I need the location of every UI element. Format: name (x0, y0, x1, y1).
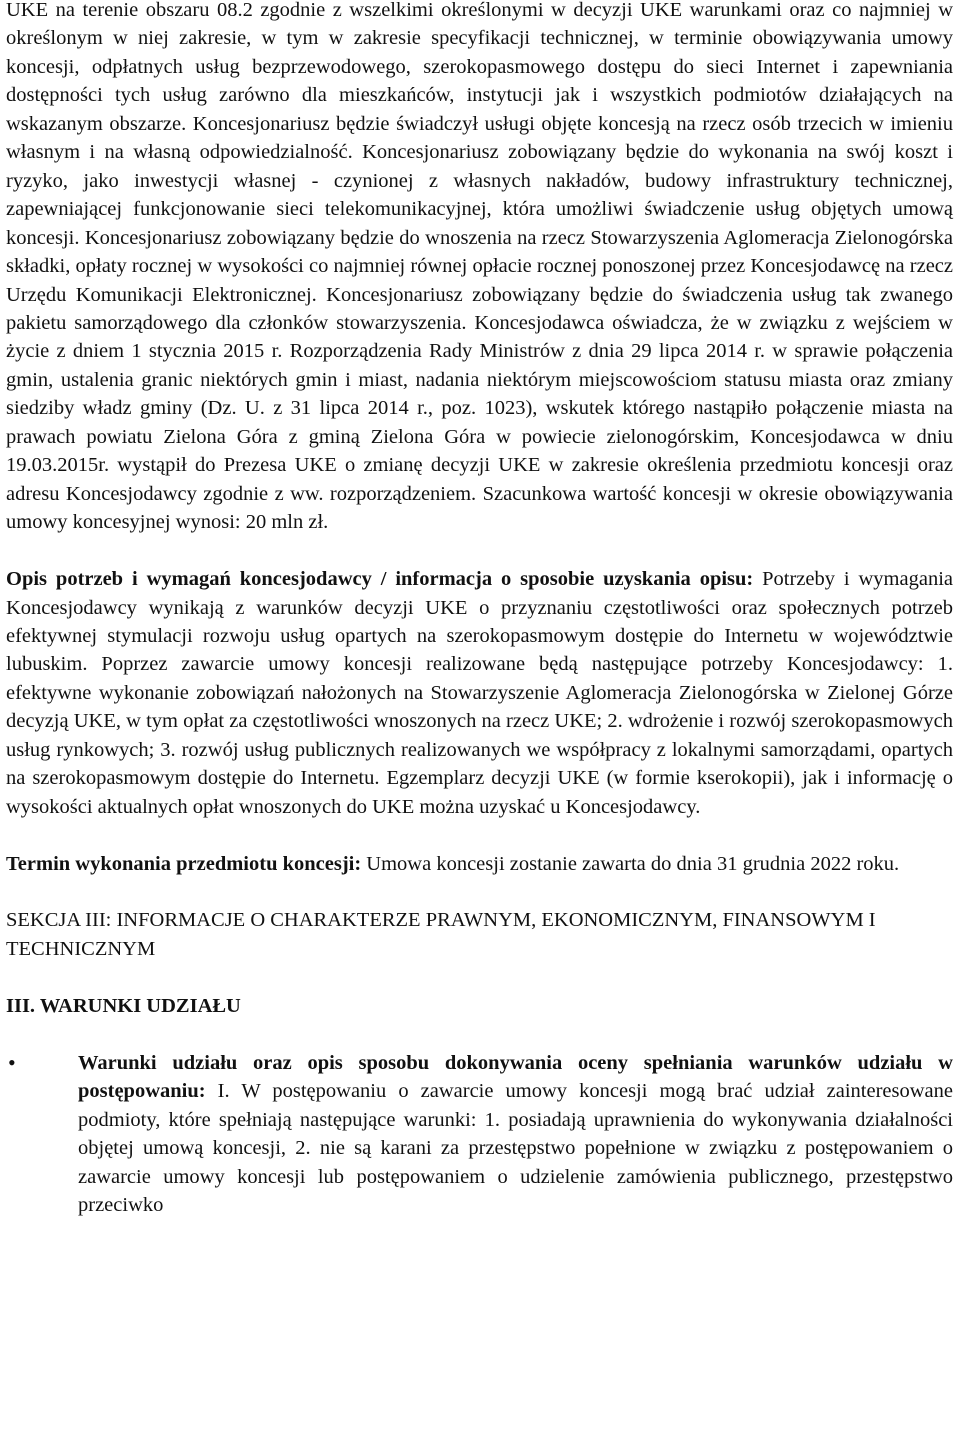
section-title: SEKCJA III: INFORMACJE O CHARAKTERZE PRAWNYM, EKONOMICZNYM, FINANSOWYM I TECHNICZNYM (6, 909, 876, 960)
spacer (6, 1020, 953, 1048)
spacer (6, 821, 953, 849)
conditions-text-block (78, 1049, 953, 1220)
needs-paragraph (6, 565, 953, 821)
section-subtitle: III. WARUNKI UDZIAŁU (6, 994, 241, 1017)
term-label: Termin wykonania przedmiotu koncesji: (6, 852, 362, 875)
concession-description-paragraph: UKE na terenie obszaru 08.2 zgodnie z wszelkimi określonymi w decyzji UKE warunkami oraz co najmniej w określonym w niej zakresie, w tym w zakresie specyfikacji technicznej, w terminie obowiązywania umowy koncesji, odpłatnych usług bezprzewodowego, szerokopasmowego dostępu do sieci Internet i zapewniania dostępności tych usług zarówno dla mieszkańców, instytucji jak i wszystkich podmiotów działających na wskazanym obszarze. Koncesjonariusz będzie świadczył usługi objęte koncesją na rzecz osób trzecich w imieniu własnym i na własną odpowiedzialność. Koncesjonariusz zobowiązany będzie do wykonania na swój koszt i ryzyko, jako inwestycji własnej - czynionej z własnych nakładów, budowy infrastruktury technicznej, zapewniającej funkcjonowanie sieci telekomunikacyjnej, która umożliwi świadczenie usług objętych umową koncesji. Koncesjonariusz zobowiązany będzie do wnoszenia na rzecz Stowarzyszenia Aglomeracja Zielonogórska składki, opłaty rocznej w wysokości co najmniej równej opłacie rocznej ponoszonej przez Koncesjodawcę na rzecz Urzędu Komunikacji Elektronicznej. Koncesjonariusz zobowiązany będzie do świadczenia usług tak zwanego pakietu samorządowego dla członków stowarzyszenia. Koncesjodawca oświadcza, że w związku z wejściem w życie z dniem 1 stycznia 2015 r. Rozporządzenia Rady Ministrów z dnia 29 lipca 2014 r. w sprawie połączenia gmin, ustalenia granic niektórych gmin i miast, nadania niektórym miejscowościom statusu miasta oraz zmiany siedziby władz gminy (Dz. U. z 31 lipca 2014 r., poz. 1023), wskutek którego nastąpiło połączenie miasta na prawach powiatu Zielona Góra z gminą Zielona Góra w powiecie zielonogórskim, Koncesjodawca w dniu 19.03.2015r. wystąpił do Prezesa UKE o zmianę decyzji UKE w zakresie określenia przedmiotu koncesji oraz adresu Koncesjodawcy zgodnie z ww. rozporządzeniem. Szacunkowa wartość koncesji w okresie obowiązywania umowy koncesyjnej wynosi: 20 mln zł. (6, 0, 953, 534)
conditions-text: I. W postępowaniu o zawarcie umowy koncesji mogą brać udział zainteresowane podmioty, które spełniają następujące warunki: 1. posiadają uprawnienia do wykonywania działalności objętej umową koncesji, 2. nie są karani za przestępstwo popełnione w związku z postępowaniem o zawarcie umowy koncesji lub postępowaniem o udzielenie zamówienia publicznego, przestępstwo przeciwko (78, 1080, 953, 1216)
needs-label: Opis potrzeb i wymagań koncesjodawcy / informacja o sposobie uzyskania opisu: (6, 568, 754, 591)
spacer (6, 537, 953, 565)
spacer (6, 878, 953, 906)
spacer (6, 963, 953, 991)
bullet-icon: • (8, 1049, 16, 1075)
term-text: Umowa koncesji zostanie zawarta do dnia 31 grudnia 2022 roku. (361, 852, 900, 875)
document-page (6, 0, 953, 1219)
conditions-bullet-item (6, 1049, 953, 1220)
needs-text: Potrzeby i wymagania Koncesjodawcy wynikają z warunków decyzji UKE o przyznaniu częstotliwości oraz społecznych potrzeb efektywnej stymulacji rozwoju usług opartych na szerokopasmowym dostępie do Internetu w województwie lubuskim. Poprzez zawarcie umowy koncesji realizowane będą następujące potrzeby Koncesjodawcy: 1. efektywne wykonanie zobowiązań nałożonych na Stowarzyszenie Aglomeracja Zielonogórska w Zielonej Górze decyzją UKE, w tym opłat za częstotliwości wnoszonych na rzecz UKE; 2. wdrożenie i rozwój szerokopasmowych usług rynkowych; 3. rozwój usług publicznych realizowanych we współpracy z lokalnymi samorządami, opartych na szerokopasmowym dostępie do Internetu. Egzemplarz decyzji UKE (w formie kserokopii), jak i informację o wysokości aktualnych opłat wnoszonych do UKE można uzyskać u Koncesjodawcy. (6, 568, 954, 818)
conditions-label: Warunki udziału oraz opis sposobu dokonywania oceny spełniania warunków udziału w postępowaniu: (78, 1051, 953, 1103)
term-paragraph (6, 850, 953, 878)
